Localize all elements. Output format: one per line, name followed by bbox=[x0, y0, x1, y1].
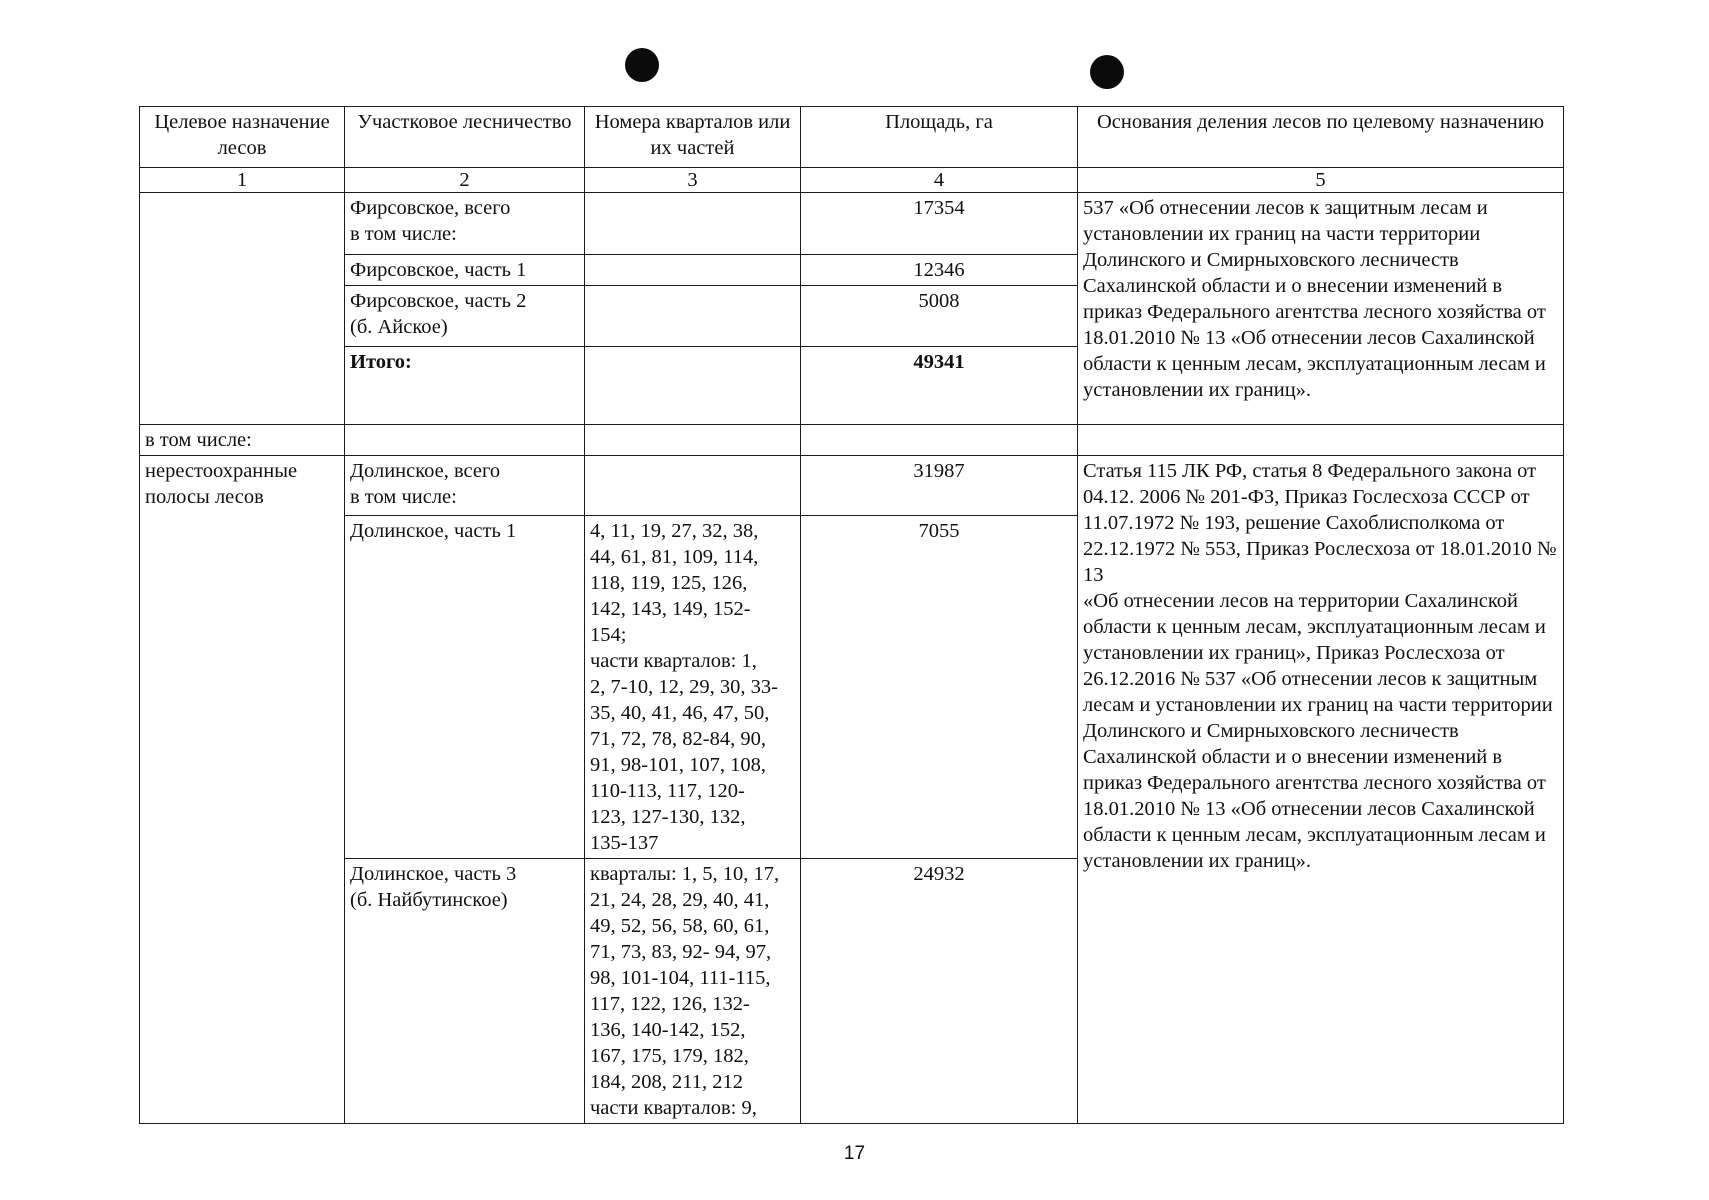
forestry-dolinsk-total: Долинское, всего в том числе: bbox=[345, 456, 585, 516]
table-header-row bbox=[140, 107, 1564, 168]
forest-purpose-table bbox=[139, 106, 1564, 1124]
area-firsov-total: 17354 bbox=[801, 193, 1078, 255]
column-number-row bbox=[140, 168, 1564, 193]
purpose-cell-empty bbox=[140, 193, 345, 425]
forestry-dolinsk-part1: Долинское, часть 1 bbox=[345, 516, 585, 859]
column-number: 3 bbox=[585, 168, 801, 193]
table-row bbox=[140, 193, 1564, 255]
area-firsov-part1: 12346 bbox=[801, 255, 1078, 286]
quarters-cell-empty bbox=[585, 425, 801, 456]
punch-hole bbox=[1090, 55, 1124, 89]
quarters-cell-empty bbox=[585, 286, 801, 347]
area-dolinsk-part1: 7055 bbox=[801, 516, 1078, 859]
itogo-label: Итого: bbox=[345, 347, 585, 425]
forestry-firsov-part1: Фирсовское, часть 1 bbox=[345, 255, 585, 286]
quarters-cell-empty bbox=[585, 456, 801, 516]
page-number: 17 bbox=[843, 1143, 866, 1164]
quarters-cell-empty bbox=[585, 255, 801, 286]
basis-spawning: Статья 115 ЛК РФ, статья 8 Федерального закона от 04.12. 2006 № 201-ФЗ, Приказ Гослесхоза СССР от 11.07.1972 № 193, решение Сахоблисполкома от 22.12.1972 № 553, Приказ Рослесхоза от 18.01.2010 № 13 «Об отнесении лесов на территории Сахалинской области к ценным лесам, эксплуатационным лесам и установлении их границ», Приказ Рослесхоза от 26.12.2016 № 537 «Об отнесении лесов к защитным лесам и установлении их границ на части территории Долинского и Смирныховского лесничеств Сахалинской области и о внесении изменений в приказ Федерального агентства лесного хозяйства от 18.01.2010 № 13 «Об отнесении лесов Сахалинской области к ценным лесам, эксплуатационным лесам и установлении их границ». bbox=[1078, 456, 1564, 1124]
punch-hole bbox=[625, 48, 659, 82]
itogo-area: 49341 bbox=[801, 347, 1078, 425]
basis-cell-empty bbox=[1078, 425, 1564, 456]
table-row bbox=[140, 456, 1564, 516]
column-number: 5 bbox=[1078, 168, 1564, 193]
area-firsov-part2: 5008 bbox=[801, 286, 1078, 347]
column-number: 2 bbox=[345, 168, 585, 193]
forestry-dolinsk-part3: Долинское, часть 3 (б. Найбутинское) bbox=[345, 859, 585, 1124]
purpose-spawning: нерестоохранные полосы лесов bbox=[140, 456, 345, 1124]
quarters-dolinsk-part3: кварталы: 1, 5, 10, 17, 21, 24, 28, 29, 40, 41, 49, 52, 56, 58, 60, 61, 71, 73, 83, 92- 94, 97, 98, 101-104, 111-115, 117, 122, 126, 132- 136, 140-142, 152, 167, 175, 179, 182, 184, 208, 211, 212 части кварталов: 9, bbox=[585, 859, 801, 1124]
area-dolinsk-total: 31987 bbox=[801, 456, 1078, 516]
area-dolinsk-part3: 24932 bbox=[801, 859, 1078, 1124]
quarters-cell-empty bbox=[585, 347, 801, 425]
forestry-firsov-part2: Фирсовское, часть 2 (б. Айское) bbox=[345, 286, 585, 347]
quarters-dolinsk-part1: 4, 11, 19, 27, 32, 38, 44, 61, 81, 109, 114, 118, 119, 125, 126, 142, 143, 149, 152- 154; части кварталов: 1, 2, 7-10, 12, 29, 30, 33- 35, 40, 41, 46, 47, 50, 71, 72, 78, 82-84, 90, 91, 98-101, 107, 108, 110-113, 117, 120- 123, 127-130, 132, 135-137 bbox=[585, 516, 801, 859]
quarters-cell-empty bbox=[585, 193, 801, 255]
header-quarters: Номера кварталов или их частей bbox=[585, 107, 801, 168]
basis-firsov: 537 «Об отнесении лесов к защитным лесам и установлении их границ на части территории Долинского и Смирныховского лесничеств Сахалинской области и о внесении изменений в приказ Федерального агентства лесного хозяйства от 18.01.2010 № 13 «Об отнесении лесов Сахалинской области к ценным лесам, эксплуатационным лесам и установлении их границ». bbox=[1078, 193, 1564, 425]
column-number: 4 bbox=[801, 168, 1078, 193]
area-cell-empty bbox=[801, 425, 1078, 456]
header-basis: Основания деления лесов по целевому назначению bbox=[1078, 107, 1564, 168]
table-row bbox=[140, 425, 1564, 456]
header-purpose: Целевое назначение лесов bbox=[140, 107, 345, 168]
forestry-firsov-total: Фирсовское, всего в том числе: bbox=[345, 193, 585, 255]
header-forestry: Участковое лесничество bbox=[345, 107, 585, 168]
in-that-number-label: в том числе: bbox=[140, 425, 345, 456]
header-area: Площадь, га bbox=[801, 107, 1078, 168]
forest-purpose-table-container bbox=[139, 106, 1563, 1124]
forestry-cell-empty bbox=[345, 425, 585, 456]
column-number: 1 bbox=[140, 168, 345, 193]
